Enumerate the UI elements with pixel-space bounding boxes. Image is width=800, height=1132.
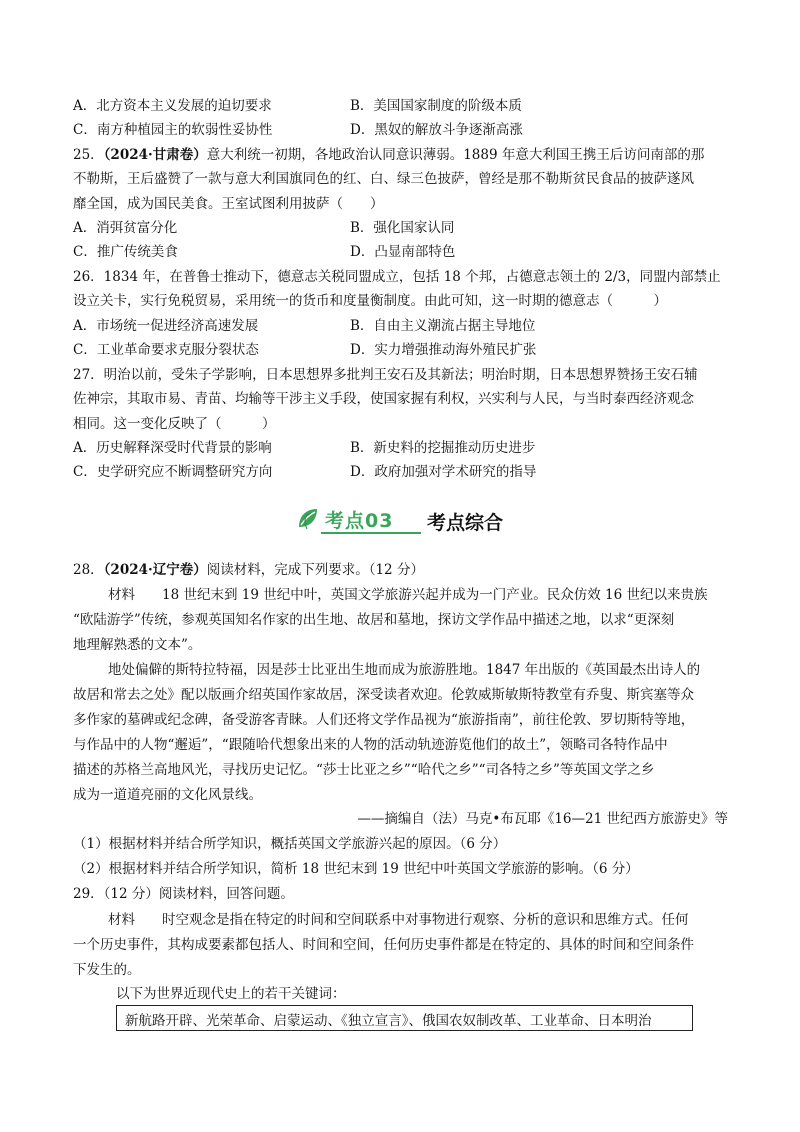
- q24-option-d: D．黑奴的解放斗争逐渐高涨: [350, 122, 523, 138]
- q29-keywords-intro: 以下为世界近现代史上的若干关键词：: [116, 986, 346, 1002]
- q28-material-p1-line1: 材料 18 世纪末到 19 世纪中叶，英国文学旅游兴起并成为一门产业。民众仿效 16 世纪以来贵族: [108, 587, 708, 603]
- q28-material-p2-line4: 与作品中的人物“邂逅”，“跟随哈代想象出来的人物的活动轨迹游览他们的故土”，领略司各特作品中: [73, 737, 668, 753]
- q25-stem-line1: [73, 146, 704, 164]
- q29-keywords-box: [116, 1005, 693, 1031]
- q25-source: （2024·甘肃卷）: [103, 147, 207, 163]
- q24-option-c: C．南方种植园主的软弱性妥协性: [73, 122, 273, 138]
- q27-option-c: C．史学研究应不断调整研究方向: [73, 464, 273, 480]
- q25-stem-line3: 靡全国，成为国民美食。王室试图利用披萨（ ）: [73, 196, 384, 212]
- q28-material-p2-line6: 成为一道道亮丽的文化风景线。: [73, 787, 262, 803]
- q27-option-d: D．政府加强对学术研究的指导: [350, 464, 537, 480]
- q29-material-line2: 一个历史事件，其构成要素都包括人、时间和空间，任何历史事件都是在特定的、具体的时间和空间条件: [73, 937, 694, 953]
- q28-material-p1-line3: 地理解熟悉的文本”。: [73, 637, 202, 653]
- q28-intro: 阅读材料，完成下列要求。（12 分）: [206, 562, 424, 578]
- q29-material-line1: 材料 时空观念是指在特定的时间和空间联系中对事物进行观察、分析的意识和思维方式。任何: [108, 912, 689, 928]
- q26-option-b: B．自由主义潮流占据主导地位: [350, 318, 536, 334]
- q26-stem-line2: 设立关卡，实行免税贸易，采用统一的货币和度量衡制度。由此可知，这一时期的德意志（ ）: [73, 293, 667, 309]
- q29-material-line3: 下发生的。: [73, 962, 141, 978]
- q25-option-d: D．凸显南部特色: [350, 244, 456, 260]
- q26-option-a: A．市场统一促进经济高速发展: [73, 318, 259, 334]
- q28-sub-question-1: （1）根据材料并结合所学知识，概括英国文学旅游兴起的原因。（6 分）: [73, 836, 507, 852]
- q25-option-b: B．强化国家认同: [350, 220, 455, 236]
- q26-option-d: D．实力增强推动海外殖民扩张: [350, 342, 537, 358]
- q25-number: 25．: [73, 147, 104, 163]
- q26-stem-line1: 26．1834 年，在普鲁士推动下，德意志关税同盟成立，包括 18 个邦，占德意志领土的 2/3，同盟内部禁止: [73, 269, 721, 285]
- q26-option-c: C．工业革命要求克服分裂状态: [73, 342, 259, 358]
- q29-keywords: 新航路开辟、光荣革命、启蒙运动、《独立宣言》、俄国农奴制改革、工业革命、日本明治: [125, 1013, 652, 1029]
- q25-option-a: A．消弭贫富分化: [73, 220, 178, 236]
- q25-stem-line2: 不勒斯，王后盛赞了一款与意大利国旗同色的红、白、绿三色披萨，曾经是那不勒斯贫民食品的披萨遂风: [73, 171, 694, 187]
- q27-option-a: A．历史解释深受时代背景的影响: [73, 440, 272, 456]
- q28-material-p2-line1: 地处偏僻的斯特拉特福，因是莎士比亚出生地而成为旅游胜地。1847 年出版的《英国最杰出诗人的: [108, 662, 701, 678]
- q25-option-c: C．推广传统美食: [73, 244, 178, 260]
- q27-stem-line3: 相同。这一变化反映了（ ）: [73, 416, 276, 432]
- section-badge-label: 考点03: [325, 510, 394, 532]
- q25-text: 意大利统一初期，各地政治认同意识薄弱。1889 年意大利国王携王后访问南部的那: [206, 147, 705, 163]
- q28-material-p2-line5: 描述的苏格兰高地风光，寻找历史记忆。“莎士比亚之乡”“哈代之乡”“司各特之乡”等英国文学之乡: [73, 762, 655, 778]
- q28-material-p2-line3: 多作家的墓碑或纪念碑，备受游客青睐。人们还将文学作品视为“旅游指南”，前往伦敦、罗切斯特等地，: [73, 712, 695, 728]
- section-header: [295, 503, 525, 537]
- q27-stem-line2: 佐神宗，其取市易、青苗、均输等干涉主义手段，使国家握有利权，兴实利与人民，与当时泰西经济观念: [73, 391, 694, 407]
- q24-option-a: A．北方资本主义发展的迫切要求: [73, 98, 272, 114]
- q28-number: 28．: [73, 562, 104, 578]
- q28-material-p2-line2: 故居和常去之处》配以版画介绍英国作家故居，深受读者欢迎。伦敦威斯敏斯特教堂有乔叟、斯宾塞等众: [73, 687, 694, 703]
- q28-stem: [73, 561, 424, 579]
- q24-option-b: B．美国国家制度的阶级本质: [350, 98, 522, 114]
- q27-stem-line1: 27．明治以前，受朱子学影响，日本思想界多批判王安石及其新法；明治时期，日本思想界赞扬王安石辅: [73, 367, 698, 383]
- section-underline: [321, 532, 421, 534]
- q28-sub-question-2: （2）根据材料并结合所学知识，简析 18 世纪末到 19 世纪中叶英国文学旅游的影响。（6 分）: [73, 861, 639, 877]
- section-title: 考点综合: [427, 512, 504, 534]
- q27-option-b: B．新史料的挖掘推动历史进步: [350, 440, 536, 456]
- q28-citation: ——摘编自（法）马克•布瓦耶《16—21 世纪西方旅游史》等: [357, 811, 728, 827]
- q29-stem: 29．（12 分）阅读材料，回答问题。: [73, 886, 294, 902]
- q28-source: （2024·辽宁卷）: [103, 562, 207, 578]
- q28-material-p1-line2: “欧陆游学”传统，参观英国知名作家的出生地、故居和墓地，探访文学作品中描述之地，以求“更深刻: [73, 612, 675, 628]
